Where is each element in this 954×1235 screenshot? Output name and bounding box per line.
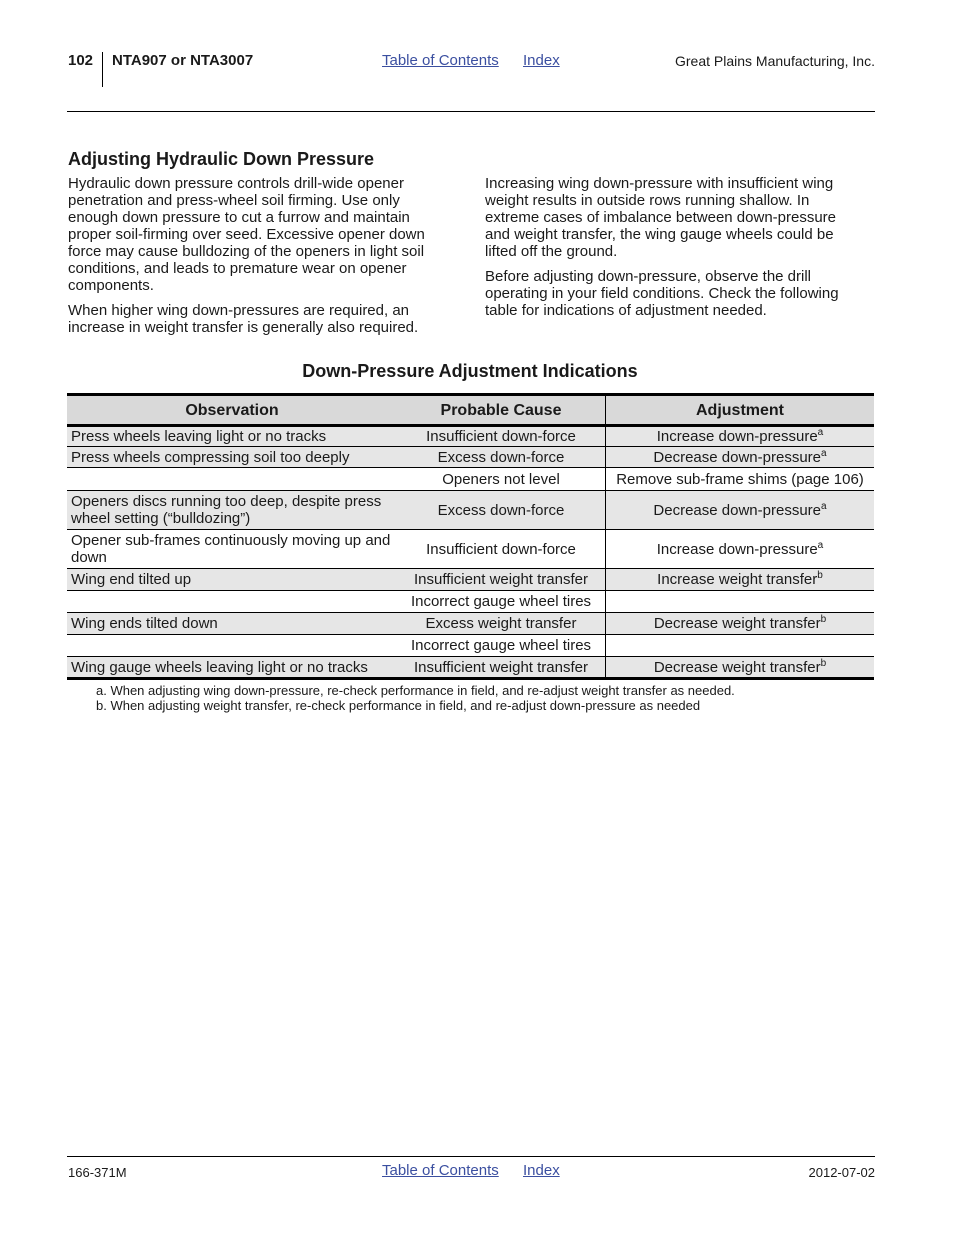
document-number: 166-371M — [68, 1165, 127, 1180]
adjustment-table — [67, 393, 874, 680]
cause-cell: Incorrect gauge wheel tires — [397, 591, 606, 613]
footer-toc-link[interactable]: Table of Contents — [382, 1162, 499, 1179]
observation-cell: Opener sub-frames continuously moving up and down — [67, 530, 397, 569]
column-header-cause: Probable Cause — [397, 395, 606, 426]
column-header-observation: Observation — [67, 395, 397, 426]
cause-cell: Excess down-force — [397, 447, 606, 468]
table-row — [67, 530, 874, 569]
table-row — [67, 613, 874, 635]
header-toc-link[interactable]: Table of Contents — [382, 52, 499, 69]
adjustment-cell — [606, 447, 875, 468]
adjustment-cell — [606, 569, 875, 591]
left-column — [68, 175, 448, 344]
table-title: Down-Pressure Adjustment Indications — [302, 361, 638, 381]
column-header-adjustment: Adjustment — [606, 395, 875, 426]
observation-cell: Press wheels compressing soil too deeply — [67, 447, 397, 468]
table-row — [67, 426, 874, 447]
adjustment-cell — [606, 657, 875, 679]
header-divider — [102, 52, 103, 87]
footnote-marker: b — [817, 570, 823, 581]
observation-cell: Wing ends tilted down — [67, 613, 397, 635]
observation-cell — [67, 591, 397, 613]
adjustment-text: Decrease down-pressure — [653, 501, 821, 519]
table-row — [67, 657, 874, 679]
footnote-b: b. When adjusting weight transfer, re-check performance in field, and re-adjust down-pressure as needed — [96, 698, 701, 713]
footnote-marker: b — [820, 614, 827, 625]
table-row — [67, 491, 874, 530]
paragraph: Increasing wing down-pressure with insufficient wing weight results in outside rows running shallow. In extreme cases of imbalance between down-pressure and weight transfer, the wing gauge wheels could be lifted off the ground. — [485, 175, 837, 260]
table-row — [67, 468, 874, 491]
table-row — [67, 635, 874, 657]
cause-cell: Openers not level — [397, 468, 606, 491]
observation-cell: Openers discs running too deep, despite press wheel setting (“bulldozing”) — [67, 491, 397, 530]
footnote-marker: b — [820, 657, 827, 669]
adjustment-text: Increase down-pressure — [656, 428, 818, 445]
observation-cell: Press wheels leaving light or no tracks — [67, 426, 397, 447]
footnote-a: a. When adjusting wing down-pressure, re-check performance in field, and re-adjust weight transfer as needed. — [96, 683, 735, 698]
model-name: NTA907 or NTA3007 — [112, 52, 254, 69]
cause-cell: Insufficient weight transfer — [397, 657, 606, 679]
table-row — [67, 569, 874, 591]
cause-cell: Incorrect gauge wheel tires — [397, 635, 606, 657]
paragraph: Before adjusting down-pressure, observe the drill operating in your field conditions. Check the following table for indications of adjustment needed. — [485, 268, 839, 319]
table-row — [67, 591, 874, 613]
header-index-link[interactable]: Index — [523, 52, 560, 69]
cause-cell: Excess down-force — [397, 491, 606, 530]
adjustment-cell — [606, 530, 875, 569]
footnote-marker: a — [821, 500, 827, 512]
adjustment-cell — [606, 468, 875, 491]
observation-cell: Wing end tilted up — [67, 569, 397, 591]
adjustment-text: Decrease weight transfer — [653, 615, 821, 632]
adjustment-text: Decrease weight transfer — [653, 658, 821, 676]
observation-cell — [67, 635, 397, 657]
page-number: 102 — [68, 52, 94, 69]
company-name: Great Plains Manufacturing, Inc. — [675, 53, 875, 69]
adjustment-cell — [606, 426, 875, 447]
footnote-marker: a — [821, 447, 827, 459]
table-header-row — [67, 395, 874, 426]
adjustment-text: Increase down-pressure — [656, 540, 818, 558]
table-row — [67, 447, 874, 468]
observation-cell — [67, 468, 397, 491]
adjustment-text: Increase weight transfer — [657, 571, 818, 588]
adjustment-text: Remove sub-frame shims (page 106) — [616, 470, 864, 488]
adjustment-cell — [606, 635, 875, 657]
paragraph: When higher wing down-pressures are required, an increase in weight transfer is generally also required. — [68, 302, 419, 336]
cause-cell: Insufficient weight transfer — [397, 569, 606, 591]
adjustment-cell — [606, 613, 875, 635]
footnote-marker: a — [817, 427, 824, 438]
document-date: 2012-07-02 — [808, 1165, 875, 1180]
adjustment-cell — [606, 591, 875, 613]
right-column — [485, 175, 865, 327]
observation-cell: Wing gauge wheels leaving light or no tracks — [67, 657, 397, 679]
cause-cell: Insufficient down-force — [397, 426, 606, 447]
adjustment-text: Decrease down-pressure — [653, 448, 821, 466]
cause-cell: Excess weight transfer — [397, 613, 606, 635]
header-rule — [67, 111, 875, 112]
footnote-marker: a — [817, 539, 824, 551]
footer-index-link[interactable]: Index — [523, 1162, 560, 1179]
paragraph: Hydraulic down pressure controls drill-wide opener penetration and press-wheel soil firming. Use only enough down pressure to cut a furrow and maintain proper soil-firming over seed. Excessive opener down force may cause bulldozing of the openers in light soil conditions, and leads to premature wear on opener components. — [68, 175, 425, 294]
footer-rule — [67, 1156, 875, 1157]
adjustment-cell — [606, 491, 875, 530]
section-title: Adjusting Hydraulic Down Pressure — [68, 149, 375, 169]
cause-cell: Insufficient down-force — [397, 530, 606, 569]
